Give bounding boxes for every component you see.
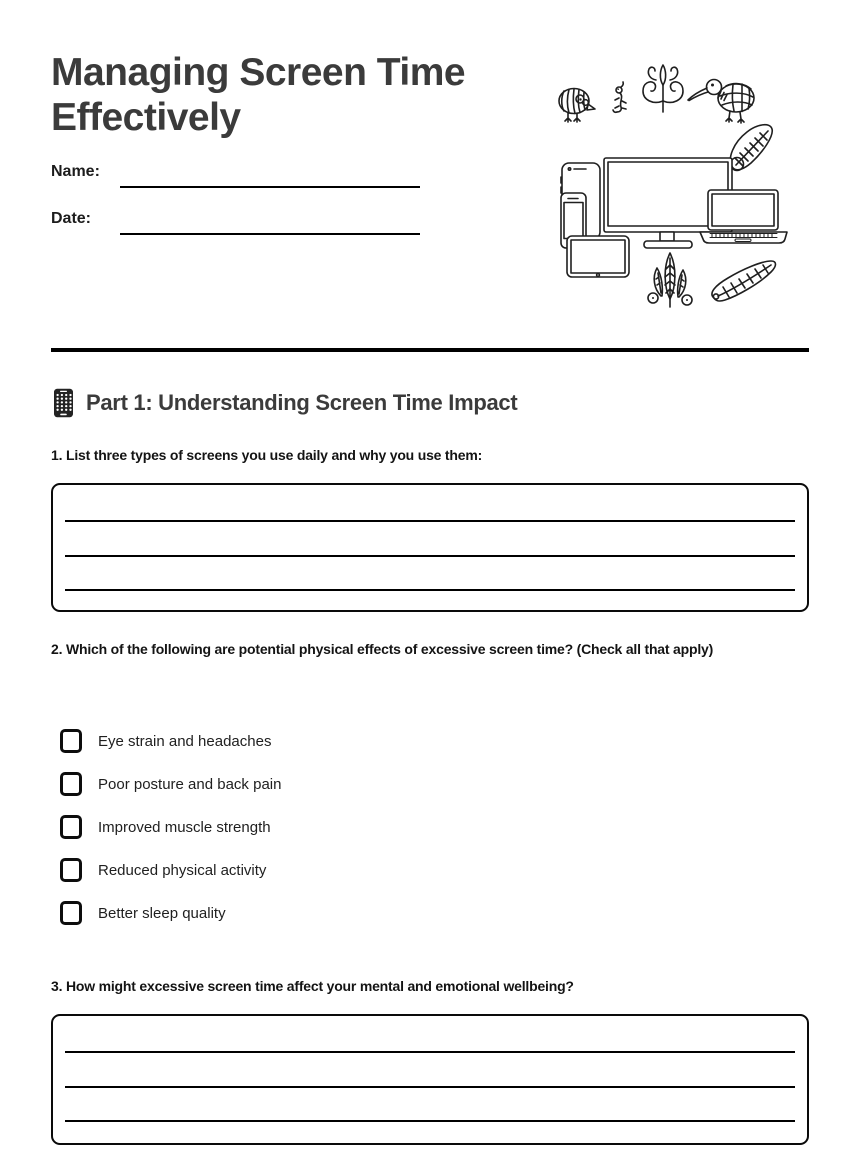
checkbox-reduced-activity[interactable]: [60, 858, 82, 882]
option-row: [60, 815, 281, 839]
name-field: [51, 163, 100, 189]
name-input-line[interactable]: [120, 186, 420, 188]
feather-icon: [730, 125, 772, 171]
answer-line: [65, 555, 795, 557]
answer-line: [65, 1051, 795, 1053]
checkbox-poor-posture[interactable]: [60, 772, 82, 796]
name-label: Name:: [51, 163, 100, 180]
answer-line: [65, 589, 795, 591]
page-title: Managing Screen Time Effectively: [51, 51, 466, 139]
answer-box-q3[interactable]: [51, 1014, 809, 1145]
question-2: 2. Which of the following are potential physical effects of excessive screen time? (Check all that apply): [51, 641, 714, 657]
date-label: Date:: [51, 210, 92, 227]
date-field: [51, 210, 91, 236]
option-label: Poor posture and back pain: [98, 775, 282, 793]
date-input-line[interactable]: [120, 233, 420, 235]
checkbox-eye-strain[interactable]: [60, 729, 82, 753]
q2-options-list: [60, 729, 281, 925]
laptop-icon: [700, 190, 787, 243]
question-1: 1. List three types of screens you use daily and why you use them:: [51, 447, 483, 463]
fern-leaf-icon: [648, 253, 692, 307]
checkbox-improved-muscle[interactable]: [60, 815, 82, 839]
option-row: [60, 772, 281, 796]
feather-icon: [712, 261, 776, 301]
part1-heading: Part 1: Understanding Screen Time Impact: [86, 390, 518, 415]
mobile-phone-icon: [53, 388, 74, 418]
kiwi-bird-icon: [688, 80, 754, 124]
answer-line: [65, 520, 795, 522]
kiwi-bird-icon: [559, 89, 595, 123]
option-label: Improved muscle strength: [98, 818, 271, 836]
section-divider: [51, 348, 809, 352]
checkbox-better-sleep[interactable]: [60, 901, 82, 925]
option-row: [60, 901, 281, 925]
gecko-icon: [613, 82, 626, 112]
part1-header: [53, 388, 517, 418]
question-3: 3. How might excessive screen time affect your mental and emotional wellbeing?: [51, 978, 574, 994]
option-label: Better sleep quality: [98, 904, 226, 922]
answer-line: [65, 1120, 795, 1122]
answer-line: [65, 1086, 795, 1088]
devices-illustration: [540, 55, 820, 325]
option-row: [60, 858, 281, 882]
koru-icon: [643, 65, 683, 112]
option-label: Eye strain and headaches: [98, 732, 272, 750]
tablet-icon: [567, 236, 629, 277]
option-label: Reduced physical activity: [98, 861, 267, 879]
option-row: [60, 729, 281, 753]
answer-box-q1[interactable]: [51, 483, 809, 612]
